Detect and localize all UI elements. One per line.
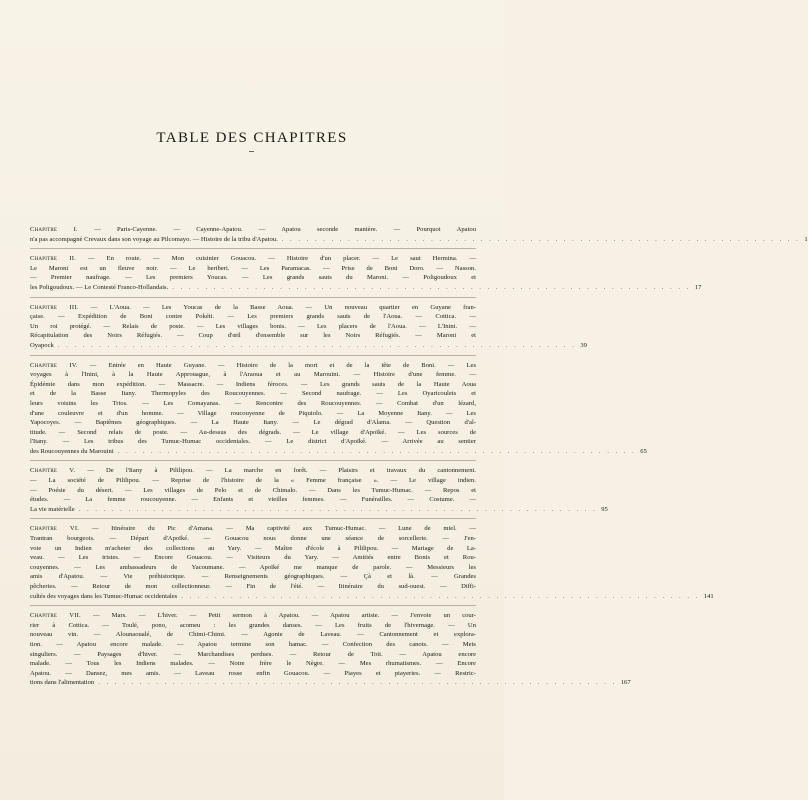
- entry-text: — Premier naufrage. — Les premiers Youcas. — Les grands sauts du Maroni. — Poligoudoux et: [30, 274, 476, 282]
- toc-entry-line: [30, 437, 476, 447]
- entry-text: l'Itany. — Les tribus des Tumuc-Humac occidentales. — Le district d'Apoïké. — Arrivée au sentier: [30, 438, 476, 446]
- toc-entry-line: [30, 418, 476, 428]
- entry-text: — Itinéraire du Pic d'Amana. — Ma captivité aux Tumuc-Humac. — Lune de miel. —: [79, 525, 476, 533]
- entry-text: voyages à l'Inini, à la Haute Approuague, à l'Araoua et au Marouini. — Histoire d'une femme. —: [30, 371, 476, 379]
- entry-text: — En route. — Mon cuisinier Gouacou. — Histoire d'un placer. — Le saut Hermina. —: [75, 255, 476, 263]
- toc-entry-last-line: [30, 447, 647, 457]
- entry-text: d'une couleuvre et d'un homme. — Village roucouyenne de Piquiolo. — La Moyenne Itany. — Les: [30, 409, 476, 417]
- toc-entry-line: [30, 534, 476, 544]
- toc-entry-last-line: [30, 678, 631, 688]
- toc-entry-line: [30, 466, 476, 476]
- entry-text: Apatou. — Dansez, mes amis. — Laveau rosse enfin Gouacou. — Piayes et piayeries. — Restric-: [30, 669, 476, 677]
- dot-leader: . . . . . . . . . . . . . . . . . . . . . . . . . . . . . . . . . . . . . . . . . . . . . . . . . . . . . . . . . . . . . . .: [172, 283, 691, 291]
- entry-text: — Paris-Cayenne. — Cayenne-Apatou. — Apatou seconde manière. — Pourquoi Apatou: [77, 226, 476, 233]
- toc-entry-line: [30, 264, 476, 274]
- page-title: TABLE DES CHAPITRES: [156, 130, 348, 146]
- toc-entry-last-line: [30, 235, 808, 245]
- entry-divider: [30, 460, 476, 461]
- toc-entry-line: [30, 621, 476, 631]
- toc-entry-line: [30, 409, 476, 419]
- toc-entry: [30, 254, 702, 292]
- table-of-contents: [30, 225, 808, 688]
- toc-entry-line: [30, 582, 476, 592]
- entry-text: Yapocoyes. — Baptêmes géographiques. — La Haute Itany. — Le dégrad d'Alama. — Question d'al-: [30, 419, 476, 427]
- entry-text: nouveau vin. — Alounaoualé, de Chimi-Chimi. — Agonie de Laveau. — Cantonnement et explora-: [30, 631, 476, 639]
- entry-text: études. — La femme roucouyenne. — Enfants et vieilles femmes. — Funérailles. — Costume. —: [30, 496, 476, 504]
- entry-divider: [30, 297, 476, 298]
- toc-entry-line: [30, 659, 476, 669]
- page-number: 141: [703, 592, 714, 600]
- toc-entry-line: [30, 572, 476, 582]
- entry-text: Récapitulation des Noirs Réfugiés. — Coup d'œil d'ensemble sur les Noirs Réfugiés. — Maroni et: [30, 332, 476, 340]
- page-number: 39: [580, 341, 587, 349]
- entry-text: malade. — Tous les Indiens malades. — Notre frère le Nègre. — Mes rhumatismes. — Encore: [30, 660, 476, 668]
- toc-entry-line: [30, 553, 476, 563]
- toc-entry: [30, 303, 587, 351]
- toc-entry-line: [30, 254, 476, 264]
- entry-text: — De l'Itany à Pililipou. — La marche en forêt. — Plaisirs et travaux du cantonnement.: [75, 467, 476, 475]
- dot-leader: . . . . . . . . . . . . . . . . . . . . . . . . . . . . . . . . . . . . . . . . . . . . . . . . . . . . . . . . . . . . . . .: [281, 235, 801, 243]
- entry-text: — La société de Pililipou. — Reprise de l'histoire de la « Femme française ». — Le village indien.: [30, 477, 476, 485]
- toc-entry-line: [30, 322, 476, 332]
- toc-entry-last-line: [30, 505, 608, 515]
- entry-text: amis d'Apatou. — Vie préhistorique. — Renseignements géographiques. — Çà et là. — Grandes: [30, 573, 476, 581]
- entry-divider: [30, 605, 476, 606]
- entry-text: veau. — Les tristes. — Encore Gouacou. — Visiteurs du Yary. — Amitiés entre Bonis et Rou-: [30, 554, 476, 562]
- chapter-label: Chapitre IV.: [30, 361, 78, 369]
- dot-leader: . . . . . . . . . . . . . . . . . . . . . . . . . . . . . . . . . . . . . . . . . . . . . . . . . . . . . . . . . . . . . . .: [117, 447, 637, 455]
- chapter-label: Chapitre VI.: [30, 525, 80, 533]
- chapter-label: Chapitre I.: [30, 226, 78, 233]
- entry-text: cultés des voyages dans les Tumuc-Humac occidentales: [30, 592, 178, 600]
- entry-text: couyennes. — Les ambassadeurs de Yacoumane. — Apoïké me manque de parole. — Messieurs les: [30, 563, 476, 571]
- entry-text: Trantran bourgeois. — Départ d'Apoïké. — Gouacou nous donne une séance de sorcellerie. — J'en-: [30, 535, 476, 543]
- chapter-label: Chapitre II.: [30, 255, 76, 263]
- entry-divider: [30, 518, 476, 519]
- dot-leader: . . . . . . . . . . . . . . . . . . . . . . . . . . . . . . . . . . . . . . . . . . . . . . . . . . . . . . . . . . . . . . .: [98, 679, 617, 687]
- entry-text: rier à Cottica. — Toulé, pono, acomeu : les grandes danses. — Les fruits de l'hivernage. — Un: [30, 621, 476, 629]
- chapter-label: Chapitre III.: [30, 303, 79, 311]
- toc-entry-last-line: [30, 592, 714, 602]
- entry-divider: [30, 355, 476, 356]
- toc-entry-last-line: [30, 283, 702, 293]
- toc-entry-last-line: [30, 341, 587, 351]
- toc-entry-line: [30, 495, 476, 505]
- page-number: 65: [640, 447, 647, 455]
- toc-entry-line: [30, 640, 476, 650]
- entry-text: — Mars. — L'hiver. — Petit sermon à Apatou. — Apatou artiste. — J'envoie un cour-: [80, 612, 476, 620]
- toc-entry-line: [30, 312, 476, 322]
- entry-text: La vie matérielle: [30, 505, 75, 513]
- toc-entry-line: [30, 370, 476, 380]
- toc-entry-line: [30, 361, 476, 371]
- entry-text: des Roucouyennes du Marouini: [30, 447, 114, 455]
- toc-entry-line: [30, 303, 476, 313]
- entry-text: — L'Aoua. — Les Youcas de la Basse Aoua. — Un nouveau quartier en Guyane fran-: [78, 303, 476, 311]
- entry-text: — Poésie du désert. — Les villages de Pelo et de Chimalo. — Dans les Tumuc-Humac. — Repos et: [30, 486, 476, 494]
- page-number: 1: [804, 235, 808, 243]
- entry-text: Un roi protégé. — Relais de poste. — Les villages bonis. — Les placers de l'Aoua. — L'Inini. —: [30, 322, 476, 330]
- toc-entry-line: [30, 380, 476, 390]
- entry-text: pêcheries. — Retour de mon collectionneur. — Fin de l'été. — Itinéraire du sud-ouest. — Diffi-: [30, 583, 476, 590]
- page-number: 95: [601, 505, 608, 513]
- toc-entry: [30, 466, 608, 514]
- toc-entry: [30, 524, 714, 601]
- dot-leader: . . . . . . . . . . . . . . . . . . . . . . . . . . . . . . . . . . . . . . . . . . . . . . . . . . . . . . . . . . . . . . .: [78, 505, 598, 513]
- entry-text: çaise. — Expédition de Boni contre Pokéti. — Les premiers grands sauts de l'Aoua. — Cottica. —: [30, 313, 476, 321]
- toc-entry-line: [30, 669, 476, 679]
- chapter-label: Chapitre VII.: [30, 612, 81, 620]
- entry-text: — Entrée en Haute Guyane. — Histoire de la mort et de la tête de Boni. — Les: [77, 361, 477, 369]
- title-ornament: [249, 151, 254, 152]
- toc-entry: [30, 225, 808, 244]
- page-number: 167: [620, 679, 631, 687]
- entry-text: leurs voisins les Trios. — Les Comayanas. — Rencontre des Roucouyennes. — Combat d'un lézard,: [30, 399, 476, 407]
- toc-entry-line: [30, 611, 476, 621]
- toc-entry-line: [30, 630, 476, 640]
- entry-text: les Poligoudoux. — Le Contesté Franco-Hollandais.: [30, 283, 169, 291]
- toc-entry-line: [30, 428, 476, 438]
- toc-entry-line: [30, 544, 476, 554]
- entry-text: tion. — Apatou encore malade. — Apatou termine son hamac. — Confection des canots. — Mets: [30, 640, 476, 648]
- toc-entry: [30, 611, 631, 688]
- entry-text: n'a pas accompagné Crevaux dans son voyage au Pilcomayo. — Histoire de la tribu d'Apatou.: [30, 235, 278, 243]
- dot-leader: . . . . . . . . . . . . . . . . . . . . . . . . . . . . . . . . . . . . . . . . . . . . . . . . . . . . . . . . . . . . . . .: [181, 592, 700, 600]
- dot-leader: . . . . . . . . . . . . . . . . . . . . . . . . . . . . . . . . . . . . . . . . . . . . . . . . . . . . . . . . . . . . . . .: [57, 341, 577, 349]
- entry-text: voie un Indien m'acheter des collections au Yary. — Maître d'école à Pililipou. — Mariage de La-: [30, 544, 476, 552]
- toc-entry-line: [30, 331, 476, 341]
- entry-text: tions dans l'alimentation: [30, 679, 95, 687]
- toc-entry-line: [30, 476, 476, 486]
- entry-text: singuliers. — Paysages d'hiver. — Marchandises perdues. — Retour de Toti. — Apatou encore: [30, 650, 476, 658]
- toc-entry-line: [30, 486, 476, 496]
- entry-text: et de la Basse Itany. Thermopyles des Roucouyennes. — Second naufrage. — Les Oyaricoulets et: [30, 390, 476, 398]
- toc-entry-line: [30, 563, 476, 573]
- toc-entry-line: [30, 225, 476, 235]
- toc-entry: [30, 361, 647, 457]
- entry-text: Épidémie dans mon expédition. — Massacre. — Indiens féroces. — Les grands sauts de la Haute Aoua: [30, 380, 476, 388]
- page-number: 17: [694, 283, 702, 291]
- toc-entry-line: [30, 524, 476, 534]
- toc-entry-line: [30, 389, 476, 399]
- entry-text: Le Maroni est un fleuve noir. — Le beriberi. — Les Paramacas. — Prise de Boni Doro. — Nasson.: [30, 264, 476, 272]
- toc-entry-line: [30, 650, 476, 660]
- entry-text: Oyapock: [30, 341, 54, 349]
- entry-text: titude. — Second relais de poste. — Au-dessus des dégrads. — Le village d'Apoïké. — Les sources de: [30, 428, 476, 436]
- toc-entry-line: [30, 399, 476, 409]
- toc-entry-line: [30, 273, 476, 283]
- chapter-label: Chapitre V.: [30, 467, 76, 475]
- entry-divider: [30, 248, 476, 249]
